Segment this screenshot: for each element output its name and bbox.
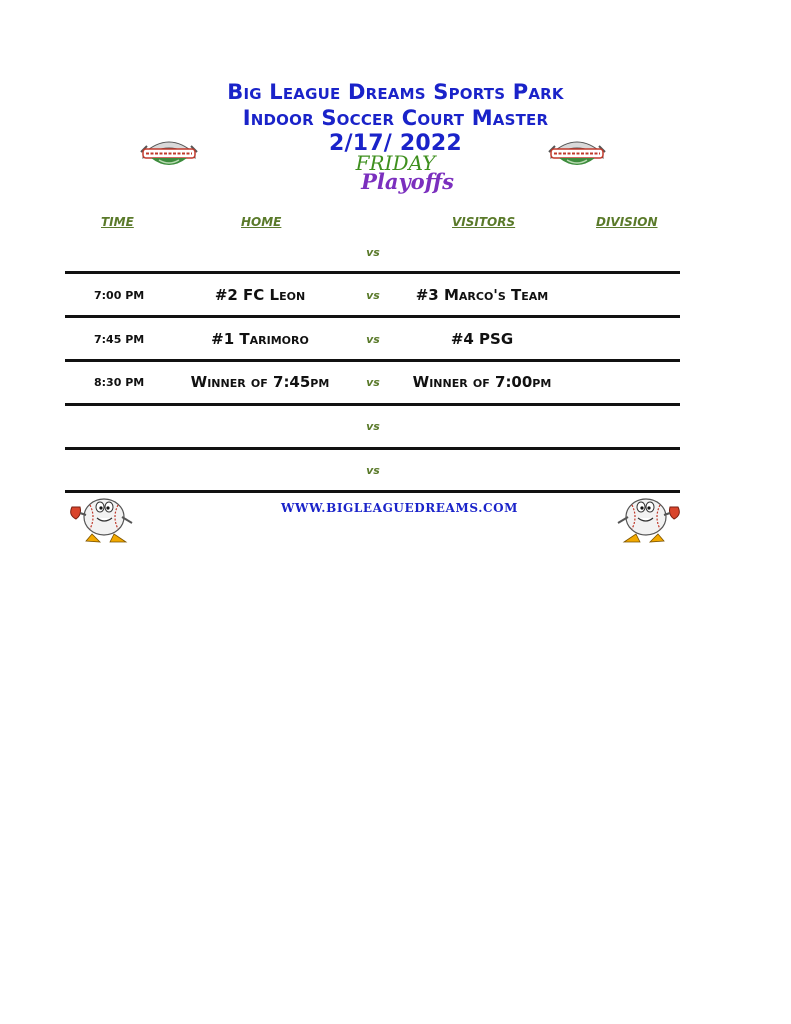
home-team: #2 FC Leon	[214, 286, 306, 304]
vs-label: vs	[366, 376, 380, 389]
park-name: Big League Dreams Sports Park	[227, 80, 564, 104]
vs-label: vs	[366, 464, 380, 477]
row-divider	[65, 315, 680, 318]
game-time: 7:00 PM	[94, 289, 145, 302]
schedule-subtitle: Playoffs	[361, 169, 454, 194]
schedule-date: 2/17/ 2022	[329, 131, 462, 156]
column-header-time: TIME	[101, 215, 134, 229]
row-divider	[65, 447, 680, 450]
vs-label: vs	[366, 246, 380, 259]
row-divider	[65, 490, 680, 493]
row-divider	[65, 271, 680, 274]
column-header-division: DIVISION	[596, 215, 658, 229]
row-divider	[65, 403, 680, 406]
home-team: Winner of 7:45pm	[190, 373, 330, 391]
visitor-team: #3 Marco's Team	[415, 286, 549, 304]
website-link[interactable]: WWW.BIGLEAGUEDREAMS.COM	[280, 501, 519, 515]
game-time: 8:30 PM	[94, 376, 145, 389]
baseball-mascot-icon	[66, 493, 138, 545]
game-time: 7:45 PM	[94, 333, 145, 346]
vs-label: vs	[366, 420, 380, 433]
home-team: #1 Tarimoro	[211, 330, 309, 348]
visitor-team: Winner of 7:00pm	[412, 373, 552, 391]
column-header-home: HOME	[241, 215, 282, 229]
baseball-mascot-icon	[612, 493, 684, 545]
row-divider	[65, 359, 680, 362]
visitor-team: #4 PSG	[450, 330, 514, 348]
column-header-visitors: VISITORS	[452, 215, 516, 229]
big-league-dreams-logo	[545, 132, 609, 172]
big-league-dreams-logo	[137, 132, 201, 172]
vs-label: vs	[366, 289, 380, 302]
schedule-day: FRIDAY	[355, 151, 436, 175]
schedule-title: Indoor Soccer Court Master	[242, 106, 549, 130]
vs-label: vs	[366, 333, 380, 346]
